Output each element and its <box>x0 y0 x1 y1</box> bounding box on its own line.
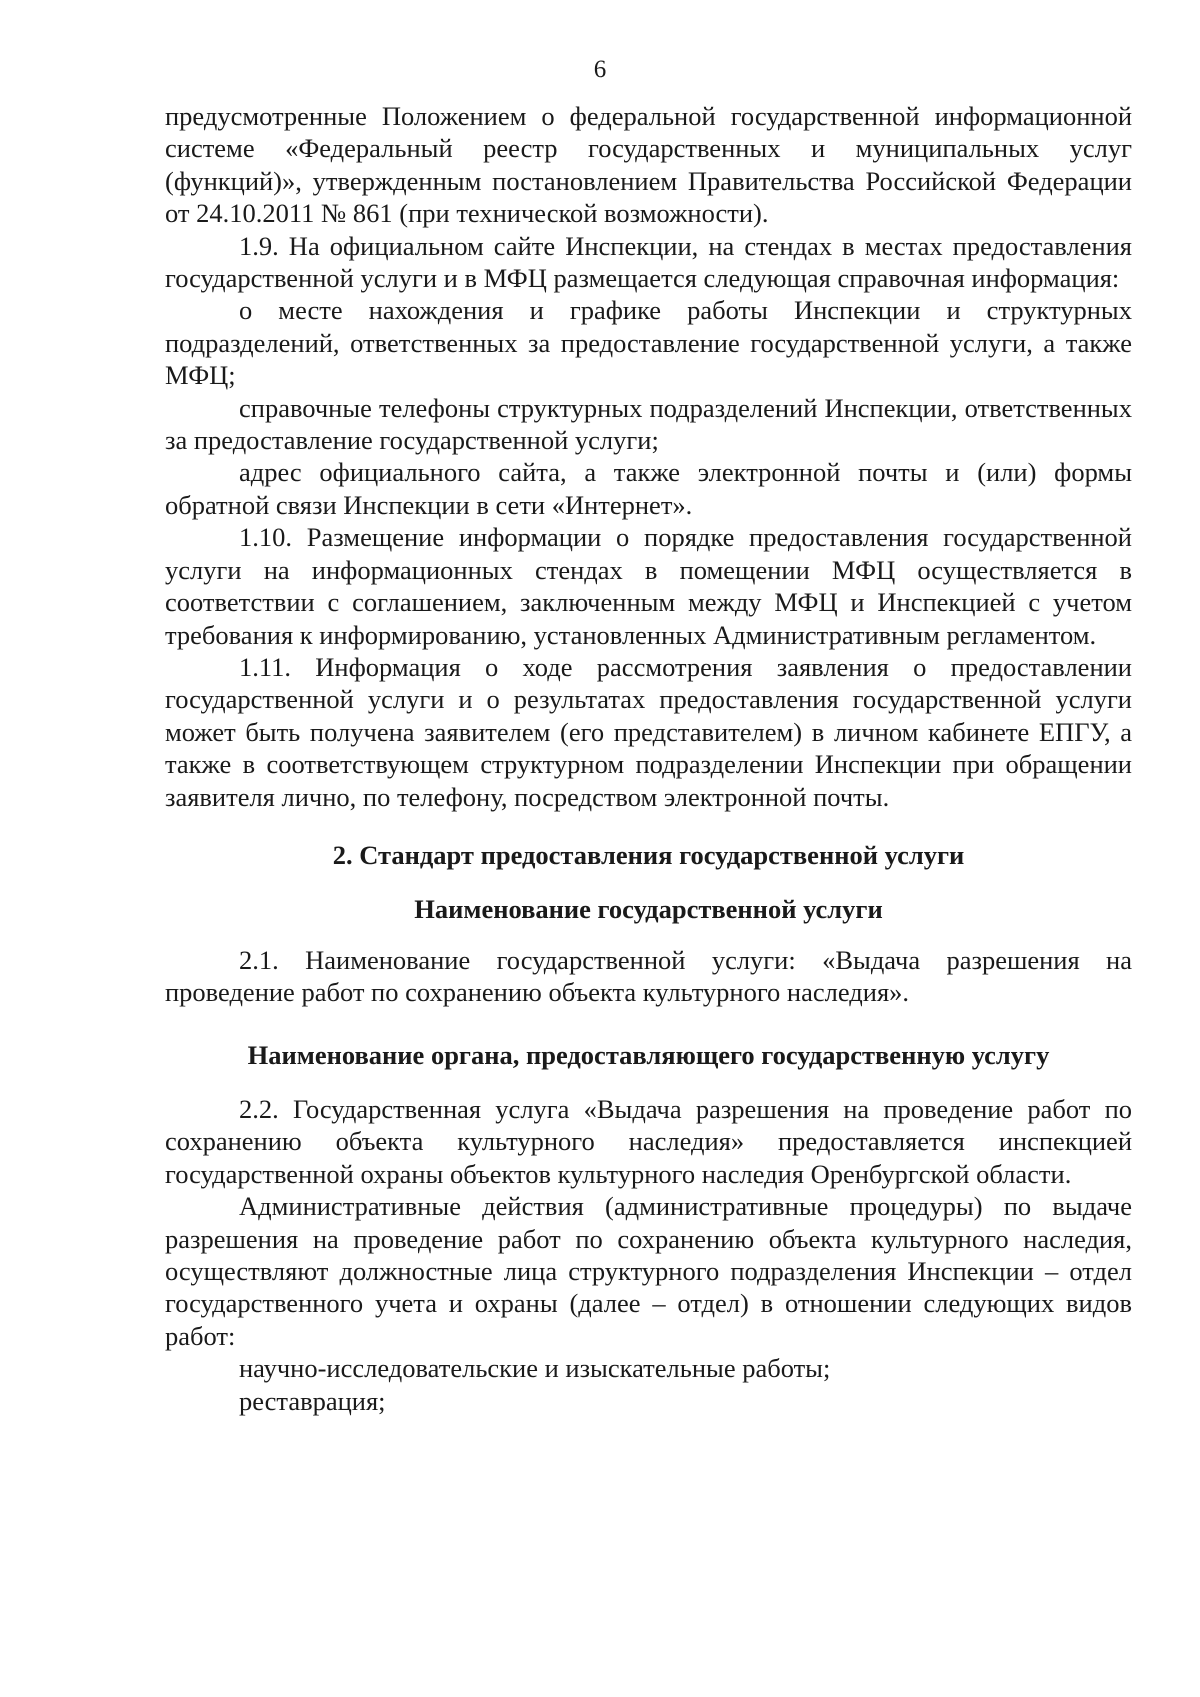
paragraph-phones: справочные телефоны структурных подразделений Инспекции, ответственных за предоставление государственной услуги; <box>165 392 1132 456</box>
paragraph-1-10: 1.10. Размещение информации о порядке предоставления государственной услуги на информационных стендах в помещении МФЦ осуществляется в соответствии с соглашением, заключенным между МФЦ и Инспекцией с учетом требования к информированию, установленных Административным регламентом. <box>165 522 1132 650</box>
page-number: 6 <box>593 56 607 83</box>
section-2-title: 2. Стандарт предоставления государственной услуги <box>332 839 965 870</box>
paragraph-admin-actions: Административные действия (административные процедуры) по выдаче разрешения на проведение работ по сохранению объекта культурного наследия, осуществляют должностные лица структурного подразделения Инспекции – отдел государственного учета и охраны (далее – отдел) в отношении следующих видов работ: <box>165 1191 1132 1351</box>
paragraph-website: адрес официального сайта, а также электронной почты и (или) формы обратной связи Инспекции в сети «Интернет». <box>165 457 1132 520</box>
document-body <box>165 100 1132 1417</box>
list-item-research: научно-исследовательские и изыскательные работы; <box>239 1353 831 1384</box>
paragraph-location-info: о месте нахождения и графике работы Инспекции и структурных подразделений, ответственных за предоставление государственной услуги, а также МФЦ; <box>165 295 1132 391</box>
subheading-authority: Наименование органа, предоставляющего государственную услугу <box>247 1039 1050 1070</box>
paragraph-1-11: 1.11. Информация о ходе рассмотрения заявления о предоставлении государственной услуги и о результатах предоставления государственной услуги может быть получена заявителем (его представителем) в личном кабинете ЕПГУ, а также в соответствующем структурном подразделении Инспекции при обращении заявителя лично, по телефону, посредством электронной почты. <box>165 651 1132 812</box>
paragraph-intro-continuation: предусмотренные Положением о федеральной государственной информационной системе «Федеральный реестр государственных и муниципальных услуг (функций)», утвержденным постановлением Правительства Российской Федерации от 24.10.2011 № 861 (при технической возможности). <box>165 101 1132 229</box>
paragraph-1-9: 1.9. На официальном сайте Инспекции, на стендах в местах предоставления государственной услуги и в МФЦ размещается следующая справочная информация: <box>165 230 1132 294</box>
paragraph-2-2: 2.2. Государственная услуга «Выдача разрешения на проведение работ по сохранению объекта культурного наследия» предоставляется инспекцией государственной охраны объектов культурного наследия Оренбургской области. <box>165 1093 1132 1189</box>
list-item-restoration: реставрация; <box>239 1385 386 1416</box>
subheading-service-name: Наименование государственной услуги <box>414 894 883 925</box>
paragraph-2-1: 2.1. Наименование государственной услуги: «Выдача разрешения на проведение работ по сохранению объекта культурного наследия». <box>165 944 1132 1008</box>
